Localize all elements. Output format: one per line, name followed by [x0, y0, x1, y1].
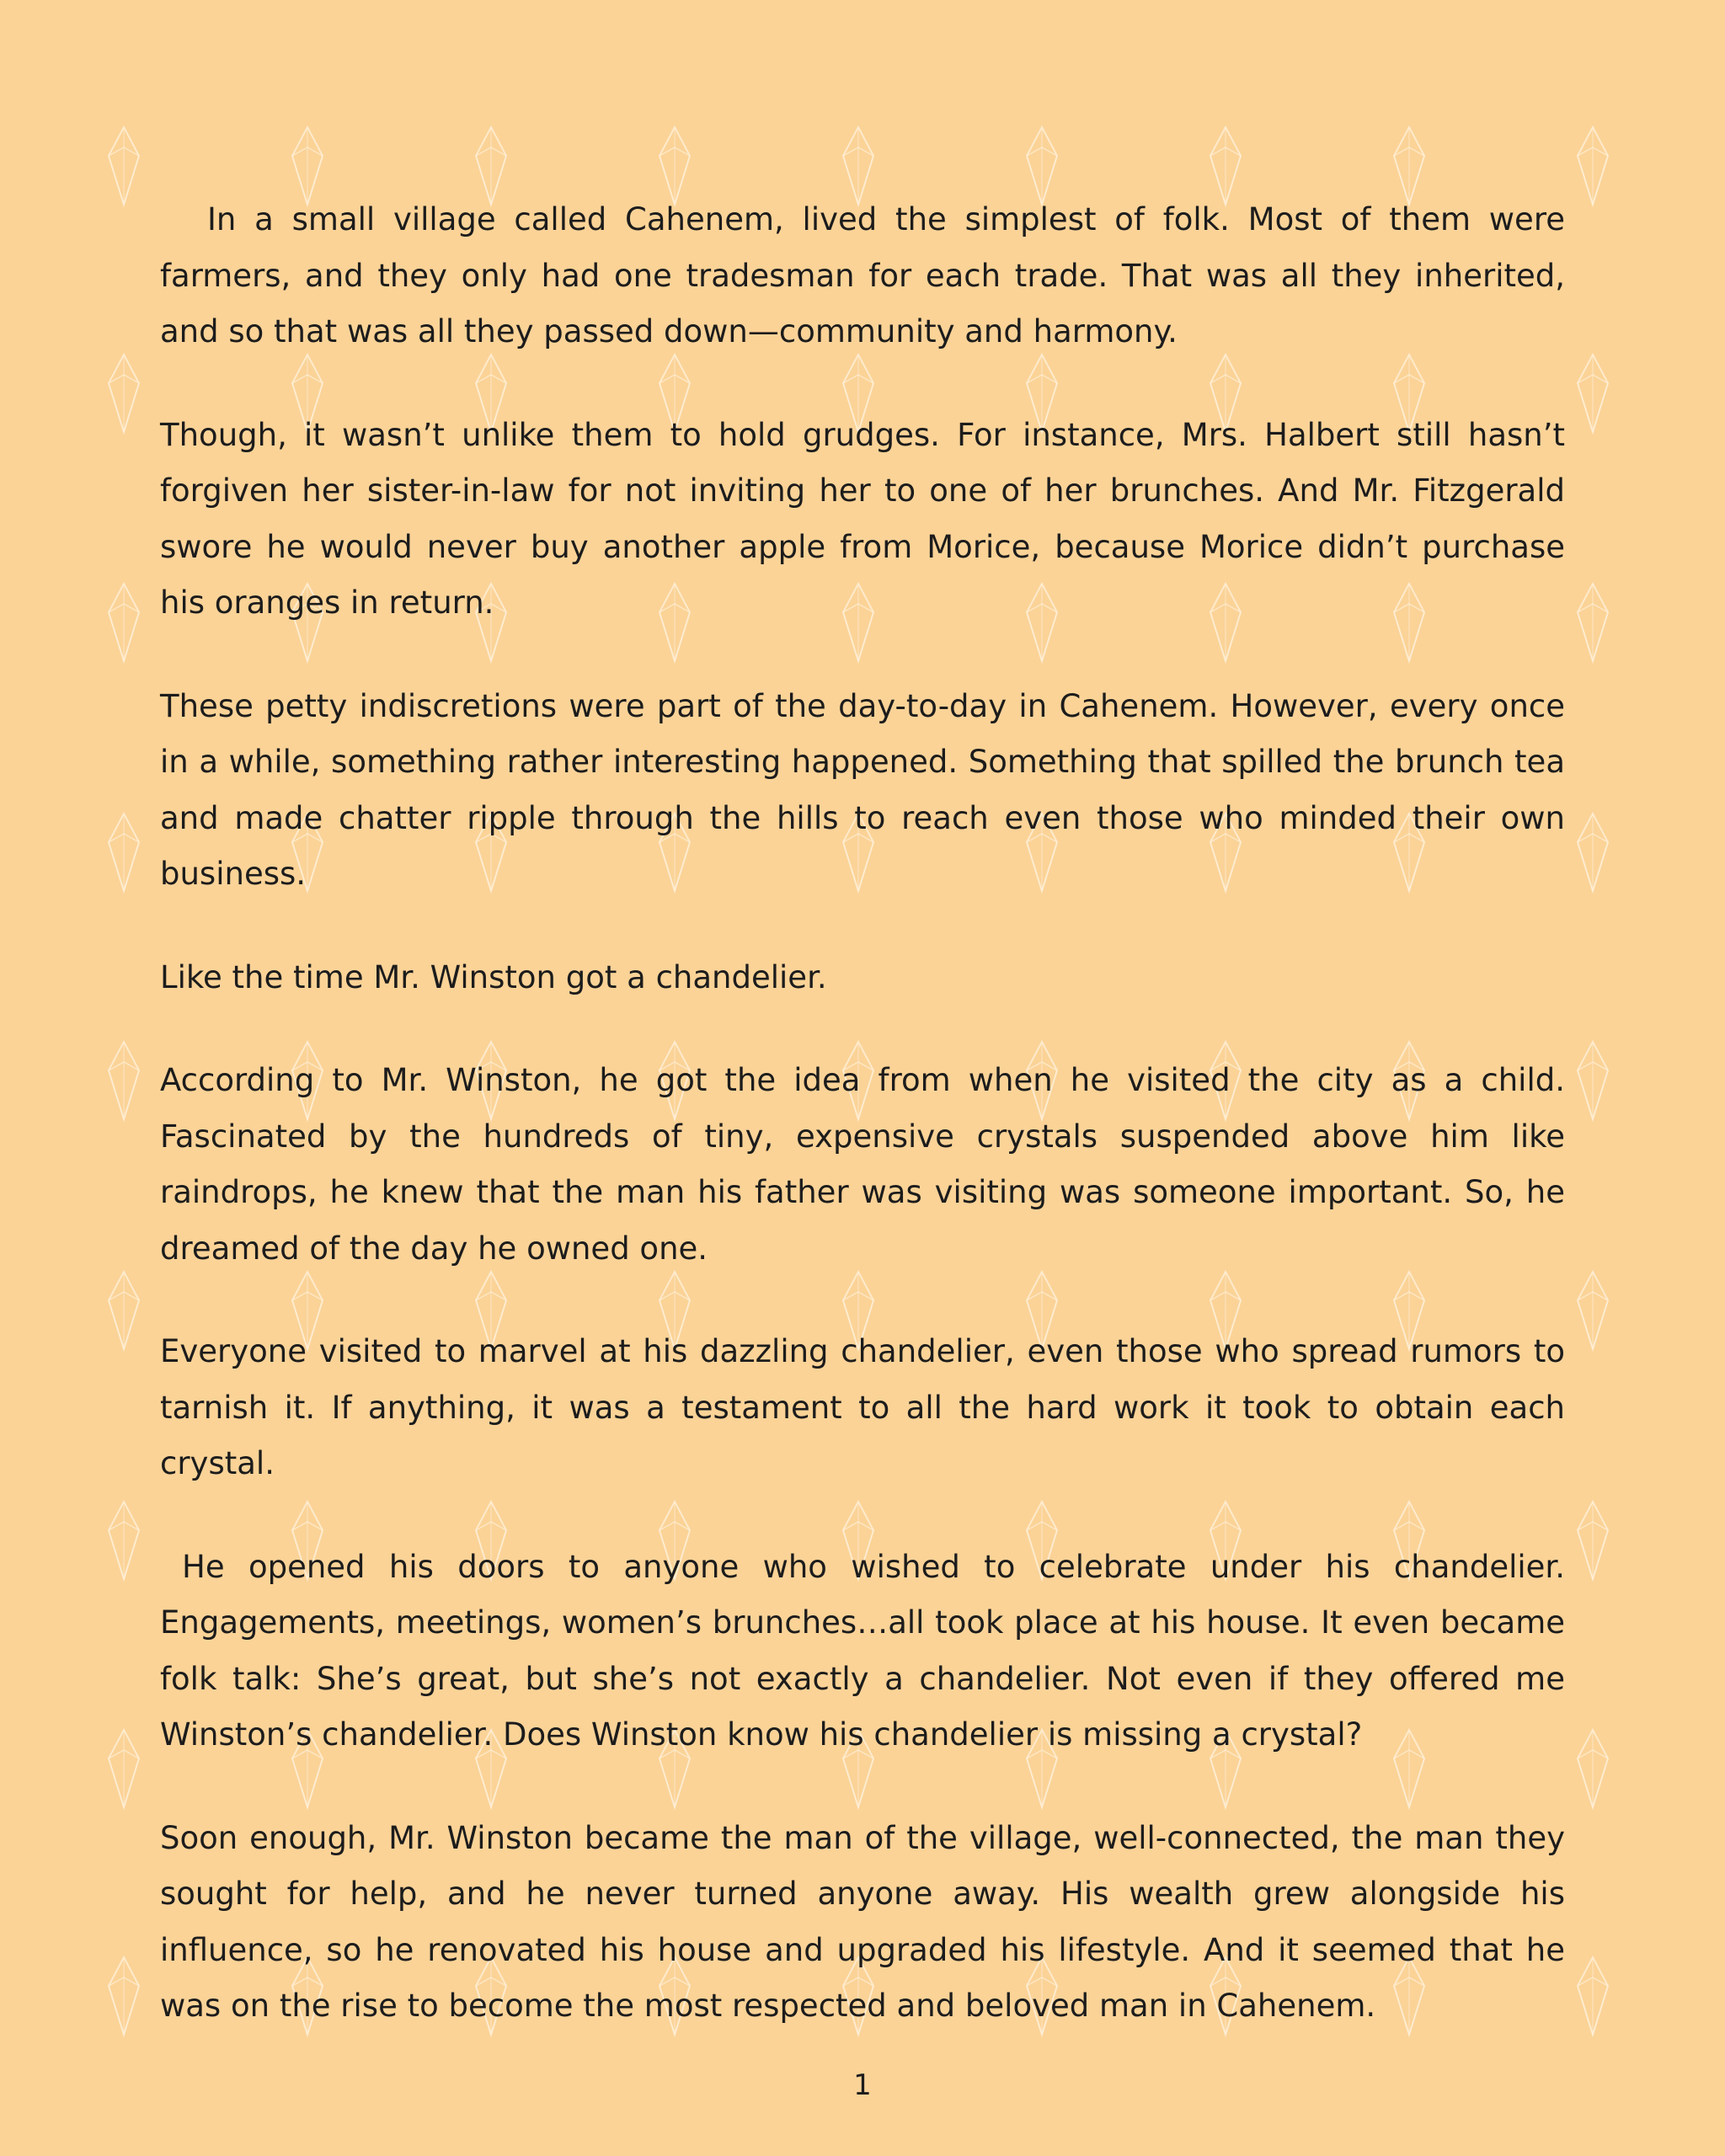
paragraph-5: According to Mr. Winston, he got the idea from when he visited the city as a child. Fascinated by the hundreds of tiny, expensive crystals suspended above him like raindrops, he knew that the man his father was visiting was someone important. So, he dreamed of the day he owned one. — [160, 1062, 1565, 1267]
paragraph-3: These petty indiscretions were part of the day-to-day in Cahenem. However, every once in a while, something rather interesting happened. Something that spilled the brunch tea and made chatter ripple through the hills to reach even those who minded their own business. — [160, 687, 1565, 892]
crystal-icon — [1578, 814, 1608, 891]
crystal-icon — [109, 1957, 139, 2035]
paragraph-1: In a small village called Cahenem, lived the simplest of folk. Most of them were farmers, and they only had one tradesman for each trade. That was all they inherited, and so that was all they passed down—community and harmony. — [160, 201, 1565, 350]
crystal-icon — [1578, 584, 1608, 661]
crystal-icon — [109, 1042, 139, 1119]
crystal-icon — [109, 355, 139, 432]
crystal-icon — [1578, 355, 1608, 432]
crystal-icon — [1578, 1502, 1608, 1579]
paragraph-6: Everyone visited to marvel at his dazzling chandelier, even those who spread rumors to tarnish it. If anything, it was a testament to all the hard work it took to obtain each crystal. — [160, 1333, 1565, 1481]
crystal-icon — [109, 1272, 139, 1349]
crystal-icon — [1578, 1957, 1608, 2035]
crystal-icon — [1578, 1272, 1608, 1349]
page-number: 1 — [853, 2068, 872, 2102]
paragraph-8: Soon enough, Mr. Winston became the man of the village, well-connected, the man they sought for help, and he never turned anyone away. His wealth grew alongside his influence, so he renovated his house and upgraded his lifestyle. And it seemed that he was on the rise to become the most respected and beloved man in Cahenem. — [160, 1819, 1565, 2024]
crystal-icon — [109, 814, 139, 891]
paragraph-2: Though, it wasn’t unlike them to hold grudges. For instance, Mrs. Halbert still hasn’t forgiven her sister-in-law for not inviting her to one of her brunches. And Mr. Fitzgerald swore he would never buy another apple from Morice, because Morice didn’t purchase his oranges in return. — [160, 416, 1565, 621]
crystal-icon — [1578, 127, 1608, 205]
document-body — [160, 192, 1565, 2082]
paragraph-7: He opened his doors to anyone who wished to celebrate under his chandelier. Engagements, meetings, women’s brunches…all took place at his house. It even became folk talk: She’s great, but she’s not exactly a chandelier. Not even if they offered me Winston’s chandelier. Does Winston know his chandelier is missing a crystal? — [160, 1548, 1565, 1753]
crystal-icon — [109, 127, 139, 205]
crystal-icon — [109, 584, 139, 661]
crystal-icon — [109, 1502, 139, 1579]
crystal-icon — [1578, 1042, 1608, 1119]
paragraph-4: Like the time Mr. Winston got a chandelier. — [160, 958, 827, 995]
crystal-icon — [1578, 1730, 1608, 1807]
crystal-icon — [109, 1730, 139, 1807]
